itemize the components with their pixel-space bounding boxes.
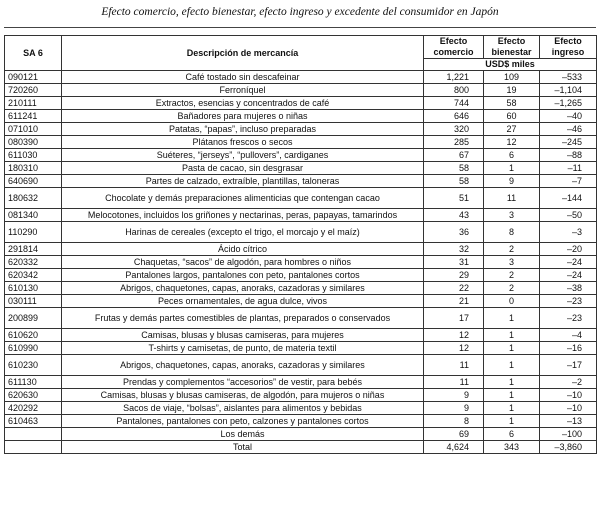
- table-row: [5, 308, 597, 329]
- income-effect: –144: [540, 188, 597, 209]
- hs-code: 180632: [5, 188, 62, 209]
- header-trade-effect: Efecto comercio: [424, 36, 484, 59]
- hs-code: 640690: [5, 175, 62, 188]
- hs-code: 210111: [5, 97, 62, 110]
- trade-effect: 31: [424, 256, 484, 269]
- table-row: [5, 162, 597, 175]
- units-label: USD$ miles: [424, 59, 597, 71]
- trade-effect: 800: [424, 84, 484, 97]
- trade-effect: 58: [424, 162, 484, 175]
- table-row: [5, 269, 597, 282]
- welfare-effect: 60: [484, 110, 540, 123]
- table-row: [5, 295, 597, 308]
- table-row: [5, 175, 597, 188]
- welfare-effect: 0: [484, 295, 540, 308]
- table-row: [5, 243, 597, 256]
- trade-effect: 9: [424, 402, 484, 415]
- description: Partes de calzado, extraíble, plantillas, taloneras: [62, 175, 424, 188]
- welfare-effect: 27: [484, 123, 540, 136]
- income-effect: –38: [540, 282, 597, 295]
- table-row: [5, 222, 597, 243]
- total-income: –3,860: [540, 441, 597, 454]
- empty-code: [5, 428, 62, 441]
- table-row: [5, 71, 597, 84]
- trade-effect: 32: [424, 243, 484, 256]
- hs-code: 180310: [5, 162, 62, 175]
- header-description: Descripción de mercancía: [62, 36, 424, 71]
- description: Camisas, blusas y blusas camiseras, para mujeres: [62, 329, 424, 342]
- hs-code: 620342: [5, 269, 62, 282]
- trade-effect: 8: [424, 415, 484, 428]
- hs-code: 080390: [5, 136, 62, 149]
- header-row: [5, 36, 597, 59]
- welfare-effect: 8: [484, 222, 540, 243]
- trade-effect: 51: [424, 188, 484, 209]
- description: Prendas y complementos “accesorios” de vestir, para bebés: [62, 376, 424, 389]
- welfare-effect: 58: [484, 97, 540, 110]
- table-row: [5, 188, 597, 209]
- income-effect: –20: [540, 243, 597, 256]
- hs-code: 620630: [5, 389, 62, 402]
- trade-effect: 646: [424, 110, 484, 123]
- description: Ácido cítrico: [62, 243, 424, 256]
- income-effect: –50: [540, 209, 597, 222]
- description: Bañadores para mujeres o niñas: [62, 110, 424, 123]
- hs-code: 610130: [5, 282, 62, 295]
- welfare-effect: 9: [484, 175, 540, 188]
- income-effect: –46: [540, 123, 597, 136]
- welfare-effect: 11: [484, 188, 540, 209]
- welfare-effect: 109: [484, 71, 540, 84]
- income-effect: –23: [540, 295, 597, 308]
- table-row: [5, 110, 597, 123]
- income-effect: –1,104: [540, 84, 597, 97]
- trade-effect: 67: [424, 149, 484, 162]
- hs-code: 200899: [5, 308, 62, 329]
- table-row: [5, 355, 597, 376]
- table-row: [5, 149, 597, 162]
- description: Chaquetas, “sacos” de algodón, para hombres o niños: [62, 256, 424, 269]
- welfare-effect: 2: [484, 282, 540, 295]
- welfare-effect: 3: [484, 209, 540, 222]
- description: Abrigos, chaquetones, capas, anoraks, cazadoras y similares: [62, 355, 424, 376]
- data-table: [4, 35, 597, 454]
- trade-effect: 9: [424, 389, 484, 402]
- income-effect: –23: [540, 308, 597, 329]
- description: Plátanos frescos o secos: [62, 136, 424, 149]
- others-row: [5, 428, 597, 441]
- trade-effect: 29: [424, 269, 484, 282]
- total-label: Total: [62, 441, 424, 454]
- total-row: [5, 441, 597, 454]
- welfare-effect: 1: [484, 342, 540, 355]
- description: Extractos, esencias y concentrados de café: [62, 97, 424, 110]
- description: Chocolate y demás preparaciones alimenticias que contengan cacao: [62, 188, 424, 209]
- description: Suéteres, “jerseys”, “pullovers”, cardiganes: [62, 149, 424, 162]
- income-effect: –17: [540, 355, 597, 376]
- income-effect: –7: [540, 175, 597, 188]
- welfare-effect: 1: [484, 389, 540, 402]
- trade-effect: 744: [424, 97, 484, 110]
- trade-effect: 12: [424, 342, 484, 355]
- welfare-effect: 2: [484, 243, 540, 256]
- income-effect: –3: [540, 222, 597, 243]
- table-row: [5, 97, 597, 110]
- income-effect: –24: [540, 256, 597, 269]
- income-effect: –13: [540, 415, 597, 428]
- hs-code: 610230: [5, 355, 62, 376]
- income-effect: –4: [540, 329, 597, 342]
- trade-effect: 43: [424, 209, 484, 222]
- trade-effect: 320: [424, 123, 484, 136]
- table-row: [5, 136, 597, 149]
- hs-code: 720260: [5, 84, 62, 97]
- welfare-effect: 1: [484, 415, 540, 428]
- welfare-effect: 12: [484, 136, 540, 149]
- table-row: [5, 329, 597, 342]
- income-effect: –10: [540, 402, 597, 415]
- trade-effect: 12: [424, 329, 484, 342]
- table-caption: Efecto comercio, efecto bienestar, efecto ingreso y excedente del consumidor en Japón: [101, 6, 499, 18]
- welfare-effect: 1: [484, 162, 540, 175]
- hs-code: 610990: [5, 342, 62, 355]
- trade-effect: 21: [424, 295, 484, 308]
- table-row: [5, 415, 597, 428]
- welfare-effect: 2: [484, 269, 540, 282]
- income-effect: –88: [540, 149, 597, 162]
- table-row: [5, 282, 597, 295]
- hs-code: 611030: [5, 149, 62, 162]
- income-effect: –533: [540, 71, 597, 84]
- welfare-effect: 1: [484, 308, 540, 329]
- trade-effect: 11: [424, 376, 484, 389]
- others-welfare: 6: [484, 428, 540, 441]
- total-trade: 4,624: [424, 441, 484, 454]
- empty-code: [5, 441, 62, 454]
- header-welfare-effect: Efecto bienestar: [484, 36, 540, 59]
- header-income-effect: Efecto ingreso: [540, 36, 597, 59]
- welfare-effect: 1: [484, 329, 540, 342]
- table-row: [5, 342, 597, 355]
- income-effect: –24: [540, 269, 597, 282]
- description: Pantalones largos, pantalones con peto, pantalones cortos: [62, 269, 424, 282]
- hs-code: 071010: [5, 123, 62, 136]
- welfare-effect: 1: [484, 402, 540, 415]
- income-effect: –40: [540, 110, 597, 123]
- trade-effect: 22: [424, 282, 484, 295]
- trade-effect: 58: [424, 175, 484, 188]
- hs-code: 611130: [5, 376, 62, 389]
- description: T-shirts y camisetas, de punto, de materia textil: [62, 342, 424, 355]
- others-label: Los demás: [62, 428, 424, 441]
- description: Abrigos, chaquetones, capas, anoraks, cazadoras y similares: [62, 282, 424, 295]
- hs-code: 620332: [5, 256, 62, 269]
- income-effect: –16: [540, 342, 597, 355]
- others-trade: 69: [424, 428, 484, 441]
- trade-effect: 36: [424, 222, 484, 243]
- trade-effect: 17: [424, 308, 484, 329]
- description: Frutas y demás partes comestibles de plantas, preparados o conservados: [62, 308, 424, 329]
- caption-rule: [4, 27, 596, 28]
- welfare-effect: 1: [484, 376, 540, 389]
- description: Patatas, “papas”, incluso preparadas: [62, 123, 424, 136]
- hs-code: 420292: [5, 402, 62, 415]
- trade-effect: 1,221: [424, 71, 484, 84]
- table-row: [5, 209, 597, 222]
- table-row: [5, 123, 597, 136]
- description: Pasta de cacao, sin desgrasar: [62, 162, 424, 175]
- table-row: [5, 376, 597, 389]
- welfare-effect: 1: [484, 355, 540, 376]
- hs-code: 611241: [5, 110, 62, 123]
- description: Peces ornamentales, de agua dulce, vivos: [62, 295, 424, 308]
- table-row: [5, 389, 597, 402]
- hs-code: 610620: [5, 329, 62, 342]
- welfare-effect: 6: [484, 149, 540, 162]
- table-row: [5, 256, 597, 269]
- table-row: [5, 84, 597, 97]
- hs-code: 291814: [5, 243, 62, 256]
- income-effect: –2: [540, 376, 597, 389]
- description: Camisas, blusas y blusas camiseras, de algodón, para mujeros o niñas: [62, 389, 424, 402]
- table-row: [5, 402, 597, 415]
- header-code: SA 6: [5, 36, 62, 71]
- hs-code: 610463: [5, 415, 62, 428]
- total-welfare: 343: [484, 441, 540, 454]
- welfare-effect: 3: [484, 256, 540, 269]
- description: Ferroníquel: [62, 84, 424, 97]
- hs-code: 081340: [5, 209, 62, 222]
- description: Sacos de viaje, “bolsas”, aislantes para alimentos y bebidas: [62, 402, 424, 415]
- hs-code: 090121: [5, 71, 62, 84]
- income-effect: –245: [540, 136, 597, 149]
- description: Harinas de cereales (excepto el trigo, el morcajo y el maíz): [62, 222, 424, 243]
- welfare-effect: 19: [484, 84, 540, 97]
- trade-effect: 11: [424, 355, 484, 376]
- income-effect: –1,265: [540, 97, 597, 110]
- trade-effect: 285: [424, 136, 484, 149]
- hs-code: 030111: [5, 295, 62, 308]
- others-income: –100: [540, 428, 597, 441]
- income-effect: –10: [540, 389, 597, 402]
- hs-code: 110290: [5, 222, 62, 243]
- description: Café tostado sin descafeinar: [62, 71, 424, 84]
- description: Melocotones, incluidos los griñones y nectarinas, peras, papayas, tamarindos: [62, 209, 424, 222]
- description: Pantalones, pantalones con peto, calzones y pantalones cortos: [62, 415, 424, 428]
- income-effect: –11: [540, 162, 597, 175]
